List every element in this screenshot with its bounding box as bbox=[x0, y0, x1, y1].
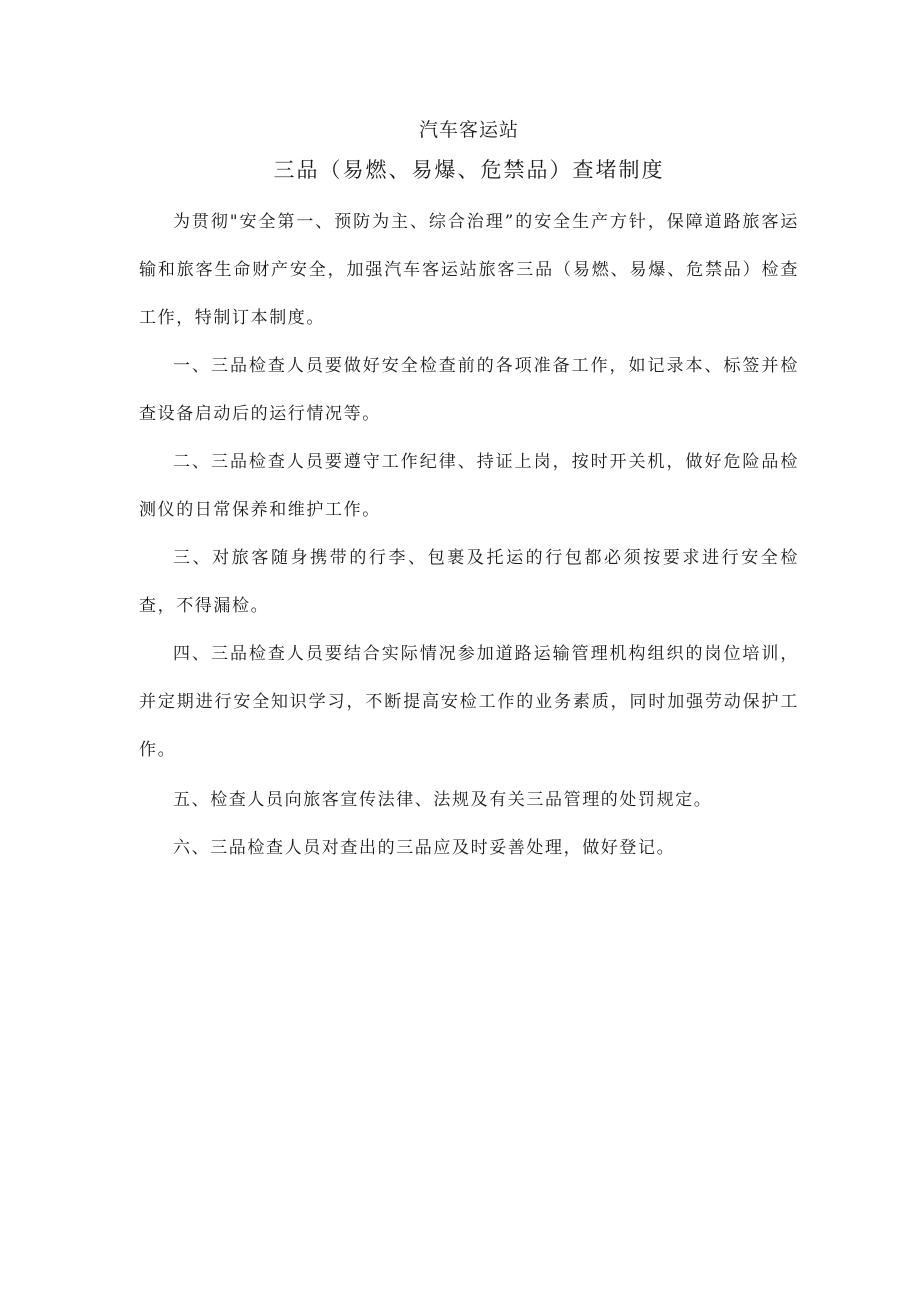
paragraph-item-2: 二、三品检查人员要遵守工作纪律、持证上岗，按时开关机，做好危险品检测仪的日常保养和维护工作。 bbox=[139, 452, 799, 520]
paragraph-intro: 为贯彻"安全第一、预防为主、综合治理”的安全生产方针，保障道路旅客运输和旅客生命财产安全，加强汽车客运站旅客三品（易燃、易爆、危禁品）检查工作，特制订本制度。 bbox=[139, 212, 799, 328]
paragraph-item-3: 三、对旅客随身携带的行李、包裹及托运的行包都必须按要求进行安全检查，不得漏检。 bbox=[139, 548, 799, 616]
document-page bbox=[139, 110, 799, 872]
document-subtitle: 三品（易燃、易爆、危禁品）查堵制度 bbox=[273, 158, 665, 182]
document-title: 汽车客运站 bbox=[418, 119, 519, 141]
paragraph-item-1: 一、三品检查人员要做好安全检查前的各项准备工作，如记录本、标签并检查设备启动后的运行情况等。 bbox=[139, 356, 799, 424]
paragraph-item-6: 六、三品检查人员对查出的三品应及时妥善处理，做好登记。 bbox=[173, 838, 676, 858]
paragraph-item-4: 四、三品检查人员要结合实际情况参加道路运输管理机构组织的岗位培训，并定期进行安全知识学习，不断提高安检工作的业务素质，同时加强劳动保护工作。 bbox=[139, 644, 799, 760]
paragraph-item-5: 五、检查人员向旅客宣传法律、法规及有关三品管理的处罚规定。 bbox=[173, 790, 713, 810]
